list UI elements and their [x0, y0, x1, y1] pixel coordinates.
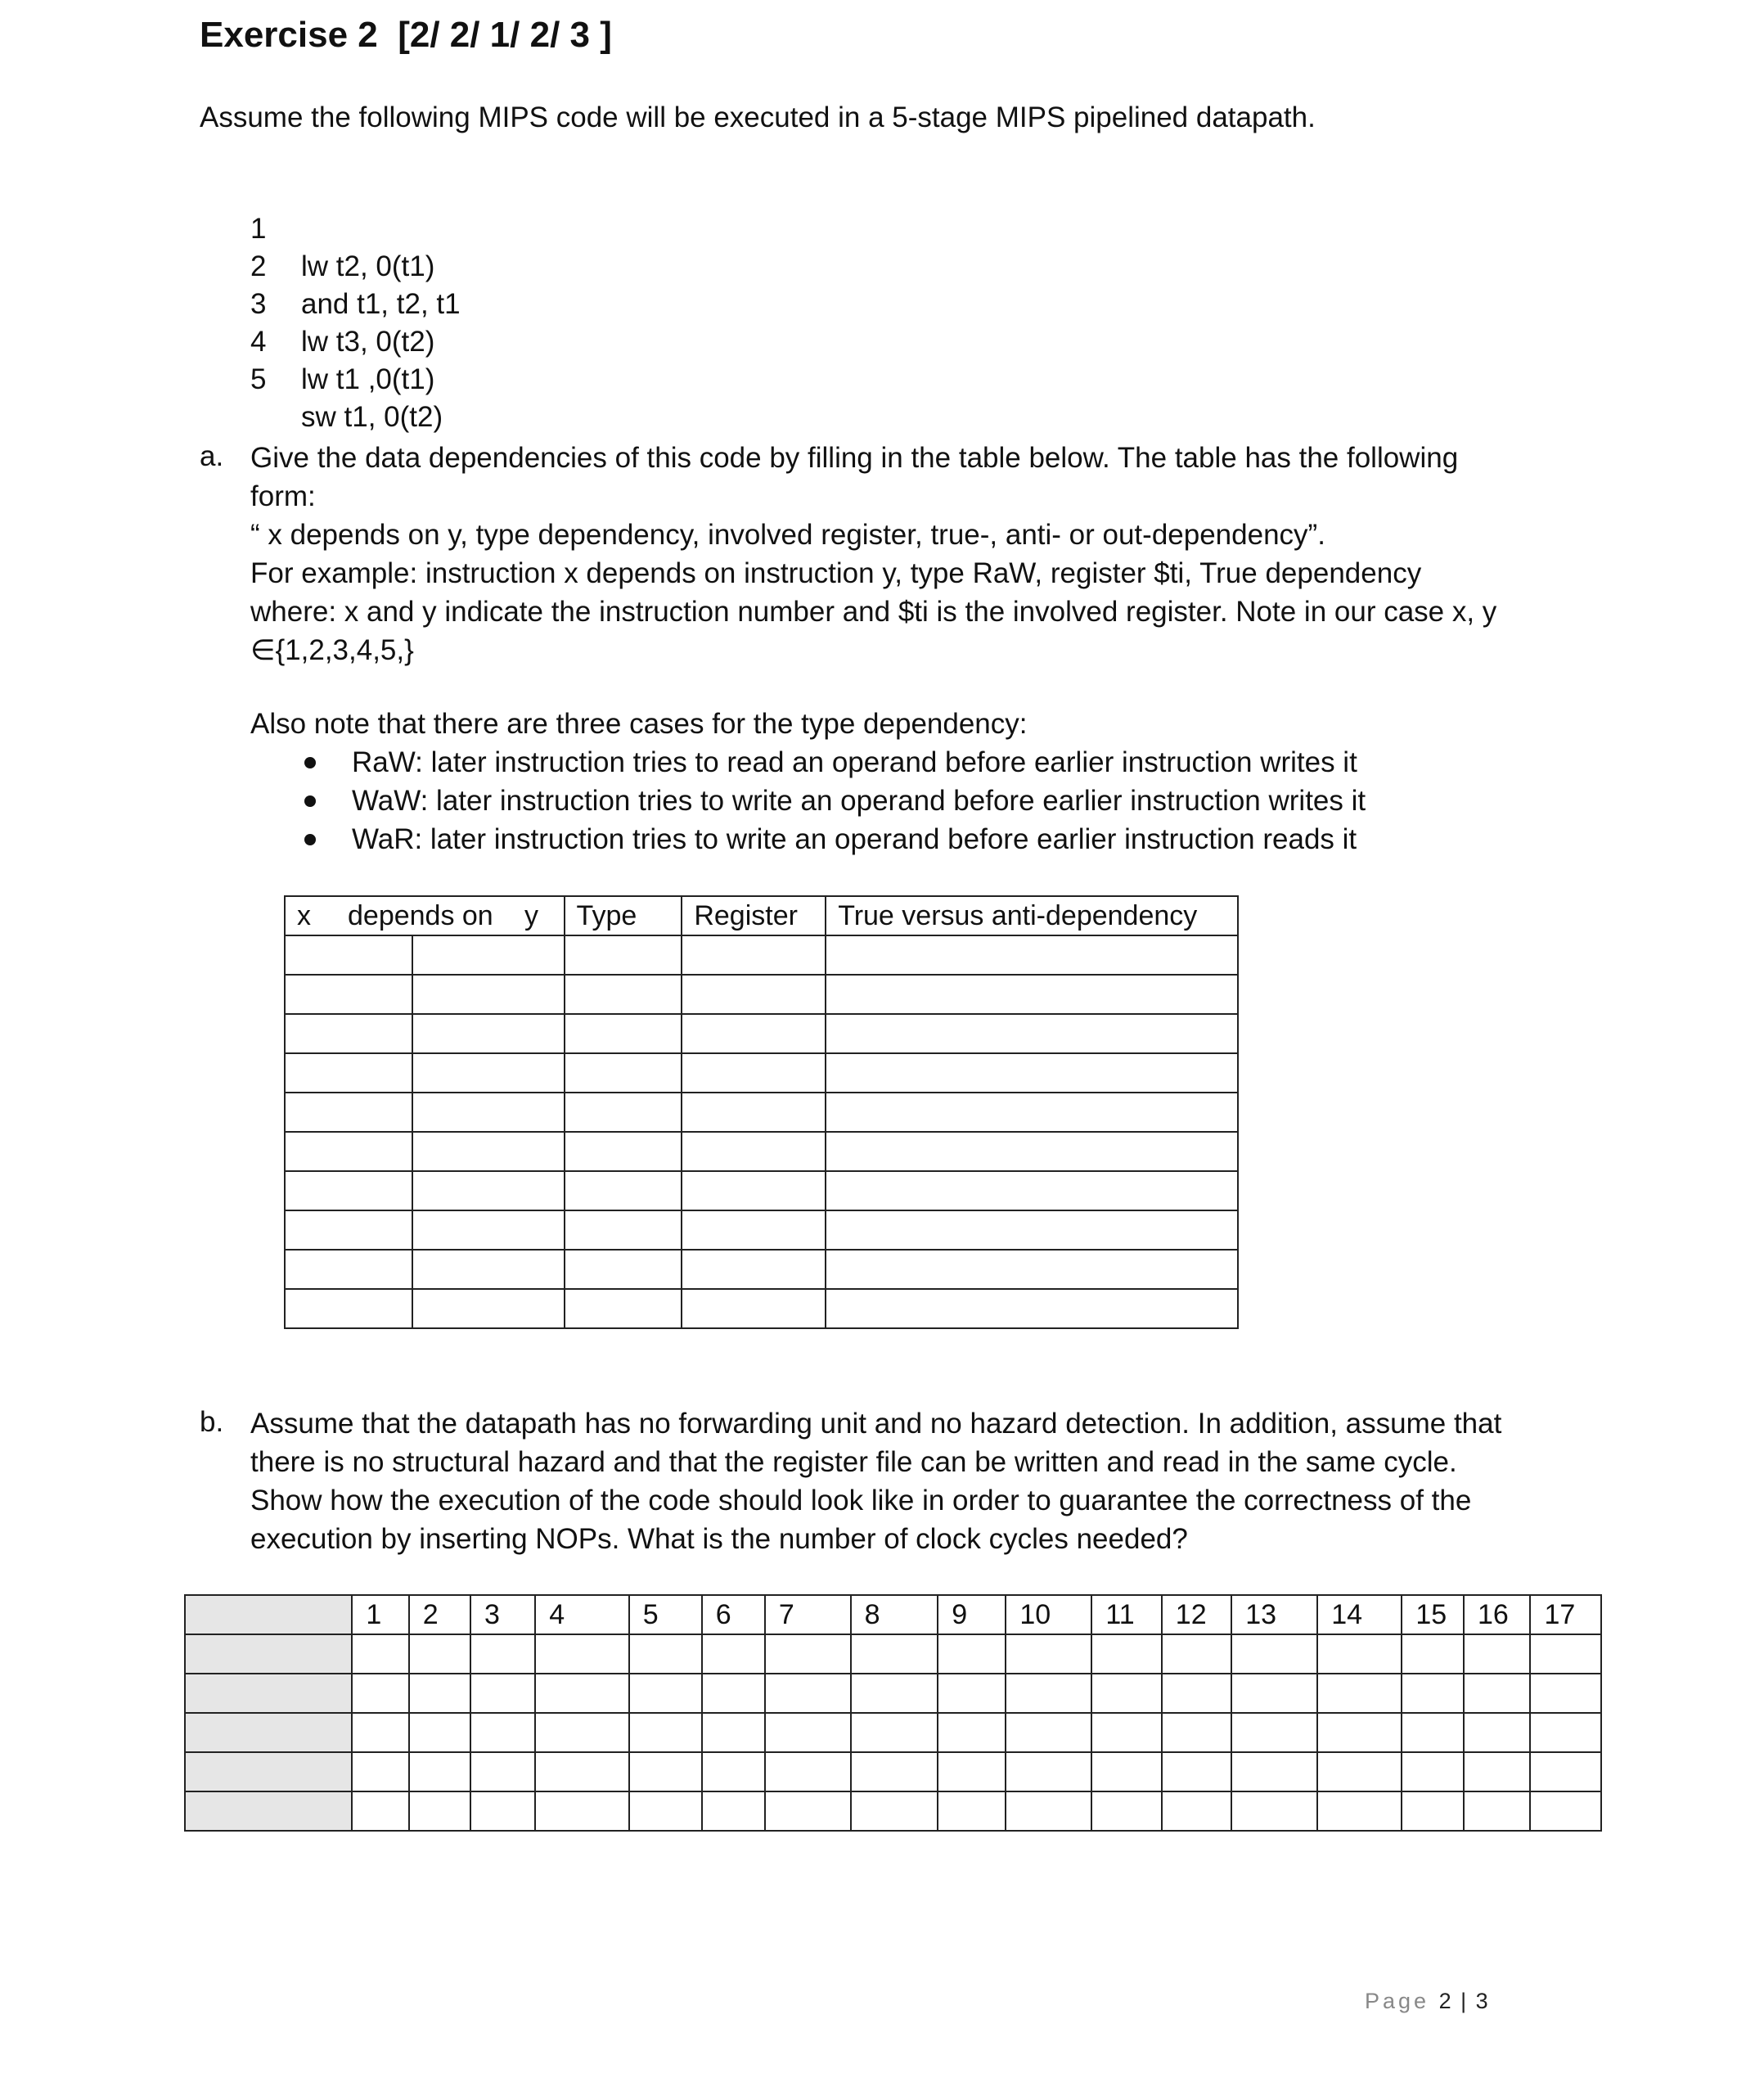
code-listing [250, 173, 741, 433]
stage-cell[interactable] [765, 1674, 851, 1713]
table-row [285, 1171, 1238, 1210]
header-register: Register [682, 896, 826, 935]
table-row [285, 1053, 1238, 1093]
stage-cell[interactable] [851, 1674, 938, 1713]
instruction: lw t1 ,0(t1) [301, 363, 435, 395]
page-footer [1365, 1989, 1490, 2014]
stage-cell[interactable] [1402, 1752, 1464, 1791]
cell-x[interactable] [285, 1210, 412, 1250]
header-y: y [524, 899, 538, 931]
cell-register[interactable] [682, 935, 826, 975]
instruction: lw t2, 0(t1) [301, 250, 435, 282]
stage-cell[interactable] [702, 1752, 765, 1791]
cell-y[interactable] [412, 1132, 565, 1171]
stage-cell[interactable] [1162, 1791, 1231, 1831]
stage-cell[interactable] [535, 1791, 629, 1831]
cell-dependency[interactable] [826, 1132, 1238, 1171]
line-number: 2 [250, 250, 267, 282]
bullet-waw: WaW: later instruction tries to write an operand before earlier instruction writes it [352, 785, 1366, 817]
cell-register[interactable] [682, 1289, 826, 1328]
table-row [285, 1250, 1238, 1289]
dependency-header-row [285, 896, 1238, 935]
cycle-number: 8 [851, 1595, 938, 1634]
stage-cell[interactable] [938, 1713, 1006, 1752]
stage-cell[interactable] [851, 1791, 938, 1831]
stage-cell[interactable] [1006, 1713, 1091, 1752]
instruction: lw t3, 0(t2) [301, 326, 435, 358]
cycle-number: 4 [535, 1595, 629, 1634]
question-line: there is no structural hazard and that the register file can be written and read in the same cycle. [250, 1446, 1457, 1478]
cycle-number: 16 [1464, 1595, 1531, 1634]
stage-cell[interactable] [1091, 1752, 1161, 1791]
cell-type[interactable] [565, 975, 682, 1014]
stage-cell[interactable] [1464, 1791, 1531, 1831]
stage-cell[interactable] [1530, 1791, 1601, 1831]
stage-cell[interactable] [470, 1634, 535, 1674]
stage-cell[interactable] [851, 1713, 938, 1752]
cell-dependency[interactable] [826, 1053, 1238, 1093]
header-x: x [297, 899, 311, 931]
question-line: Show how the execution of the code should look like in order to guarantee the correctness of the [250, 1485, 1472, 1516]
line-number: 1 [250, 213, 267, 245]
question-line: For example: instruction x depends on instruction y, type RaW, register $ti, True dependency [250, 557, 1422, 589]
stage-cell[interactable] [765, 1752, 851, 1791]
stage-cell[interactable] [765, 1634, 851, 1674]
cell-x[interactable] [285, 1132, 412, 1171]
stage-cell[interactable] [1317, 1713, 1402, 1752]
cell-x[interactable] [285, 1014, 412, 1053]
cell-type[interactable] [565, 1053, 682, 1093]
cell-register[interactable] [682, 1171, 826, 1210]
stage-cell[interactable] [629, 1634, 702, 1674]
stage-cell[interactable] [1091, 1674, 1161, 1713]
stage-cell[interactable] [1231, 1634, 1317, 1674]
stage-cell[interactable] [352, 1752, 408, 1791]
stage-cell[interactable] [1402, 1634, 1464, 1674]
line-number: 4 [250, 326, 267, 358]
stage-cell[interactable] [409, 1791, 470, 1831]
stage-cell[interactable] [629, 1791, 702, 1831]
cell-x[interactable] [285, 1289, 412, 1328]
table-row [185, 1791, 1601, 1831]
cell-register[interactable] [682, 1053, 826, 1093]
line-number: 5 [250, 363, 267, 395]
table-row [285, 1014, 1238, 1053]
question-line: where: x and y indicate the instruction number and $ti is the involved register. Note in our case x, y [250, 596, 1497, 628]
cell-dependency[interactable] [826, 1289, 1238, 1328]
table-row [185, 1713, 1601, 1752]
cell-register[interactable] [682, 1014, 826, 1053]
instruction: and t1, t2, t1 [301, 288, 461, 320]
exercise-title: Exercise 2 [2/ 2/ 1/ 2/ 3 ] [200, 15, 612, 55]
stage-cell[interactable] [1530, 1713, 1601, 1752]
cell-type[interactable] [565, 1014, 682, 1053]
question-line: Assume that the datapath has no forwarding unit and no hazard detection. In addition, assume that [250, 1408, 1502, 1440]
cell-y[interactable] [412, 975, 565, 1014]
question-line: form: [250, 480, 316, 512]
stage-cell[interactable] [938, 1752, 1006, 1791]
stage-cell[interactable] [470, 1791, 535, 1831]
stage-cell[interactable] [1231, 1713, 1317, 1752]
stage-cell[interactable] [470, 1674, 535, 1713]
stage-cell[interactable] [409, 1713, 470, 1752]
cell-y[interactable] [412, 935, 565, 975]
stage-cell[interactable] [1530, 1752, 1601, 1791]
cell-y[interactable] [412, 1171, 565, 1210]
cell-x[interactable] [285, 975, 412, 1014]
stage-cell[interactable] [1402, 1674, 1464, 1713]
stage-cell[interactable] [1402, 1713, 1464, 1752]
part-b-label: b. [200, 1406, 224, 1438]
bullet-dot [304, 795, 316, 807]
stage-cell[interactable] [765, 1791, 851, 1831]
stage-cell[interactable] [938, 1634, 1006, 1674]
stage-cell[interactable] [470, 1752, 535, 1791]
stage-cell[interactable] [938, 1791, 1006, 1831]
header-dependency: True versus anti-dependency [826, 896, 1238, 935]
part-a-question [250, 439, 1496, 669]
cycle-number: 11 [1091, 1595, 1161, 1634]
cycle-number: 5 [629, 1595, 702, 1634]
stage-cell[interactable] [1317, 1752, 1402, 1791]
cell-register[interactable] [682, 975, 826, 1014]
stage-cell[interactable] [1162, 1674, 1231, 1713]
table-row [285, 975, 1238, 1014]
stage-cell[interactable] [1231, 1674, 1317, 1713]
stage-cell[interactable] [1006, 1634, 1091, 1674]
cycle-number: 1 [352, 1595, 408, 1634]
stage-cell[interactable] [1162, 1752, 1231, 1791]
stage-cell[interactable] [1464, 1752, 1531, 1791]
cell-y[interactable] [412, 1093, 565, 1132]
stage-cell[interactable] [938, 1674, 1006, 1713]
cycle-number: 14 [1317, 1595, 1402, 1634]
stage-cell[interactable] [470, 1713, 535, 1752]
stage-cell[interactable] [352, 1791, 408, 1831]
type-note: Also note that there are three cases for the type dependency: [250, 708, 1028, 740]
cell-type[interactable] [565, 1093, 682, 1132]
instruction-label-cell[interactable] [185, 1634, 352, 1674]
stage-cell[interactable] [1317, 1674, 1402, 1713]
cell-dependency[interactable] [826, 1093, 1238, 1132]
instruction: sw t1, 0(t2) [301, 401, 443, 433]
stage-cell[interactable] [352, 1713, 408, 1752]
cell-register[interactable] [682, 1093, 826, 1132]
cycle-number: 13 [1231, 1595, 1317, 1634]
cell-dependency[interactable] [826, 1014, 1238, 1053]
stage-cell[interactable] [1006, 1752, 1091, 1791]
cell-x[interactable] [285, 935, 412, 975]
stage-cell[interactable] [1317, 1634, 1402, 1674]
cell-x[interactable] [285, 1093, 412, 1132]
cell-dependency[interactable] [826, 1250, 1238, 1289]
stage-cell[interactable] [1006, 1791, 1091, 1831]
cycle-number: 6 [702, 1595, 765, 1634]
stage-cell[interactable] [1464, 1674, 1531, 1713]
cycle-number: 12 [1162, 1595, 1231, 1634]
cell-type[interactable] [565, 935, 682, 975]
cell-dependency[interactable] [826, 1171, 1238, 1210]
stage-cell[interactable] [765, 1713, 851, 1752]
cell-type[interactable] [565, 1171, 682, 1210]
cycle-number: 7 [765, 1595, 851, 1634]
cell-dependency[interactable] [826, 935, 1238, 975]
cell-type[interactable] [565, 1132, 682, 1171]
stage-cell[interactable] [629, 1752, 702, 1791]
table-row [185, 1752, 1601, 1791]
table-row [285, 1132, 1238, 1171]
line-number: 3 [250, 288, 267, 320]
stage-cell[interactable] [535, 1634, 629, 1674]
part-a-label: a. [200, 440, 224, 472]
cycle-number: 2 [409, 1595, 470, 1634]
cell-type[interactable] [565, 1250, 682, 1289]
cycle-header-row [185, 1595, 1601, 1634]
table-row [185, 1674, 1601, 1713]
stage-cell[interactable] [629, 1713, 702, 1752]
stage-cell[interactable] [1231, 1791, 1317, 1831]
stage-cell[interactable] [702, 1674, 765, 1713]
table-row [285, 1093, 1238, 1132]
instruction-label-cell[interactable] [185, 1791, 352, 1831]
stage-cell[interactable] [1231, 1752, 1317, 1791]
cell-x[interactable] [285, 1053, 412, 1093]
stage-cell[interactable] [1091, 1791, 1161, 1831]
cell-y[interactable] [412, 1210, 565, 1250]
cell-dependency[interactable] [826, 975, 1238, 1014]
stage-cell[interactable] [535, 1713, 629, 1752]
stage-cell[interactable] [1091, 1634, 1161, 1674]
stage-cell[interactable] [1402, 1791, 1464, 1831]
stage-cell[interactable] [629, 1674, 702, 1713]
stage-cell[interactable] [702, 1791, 765, 1831]
cell-y[interactable] [412, 1053, 565, 1093]
stage-cell[interactable] [409, 1634, 470, 1674]
part-b-question [250, 1404, 1501, 1558]
cell-register[interactable] [682, 1210, 826, 1250]
bullet-raw: RaW: later instruction tries to read an operand before earlier instruction writes it [352, 746, 1357, 778]
cycle-number: 3 [470, 1595, 535, 1634]
stage-cell[interactable] [1530, 1634, 1601, 1674]
pipeline-cycle-table [184, 1594, 1602, 1832]
cell-y[interactable] [412, 1014, 565, 1053]
bullet-dot [304, 834, 316, 845]
cell-y[interactable] [412, 1289, 565, 1328]
stage-cell[interactable] [352, 1634, 408, 1674]
cell-y[interactable] [412, 1250, 565, 1289]
cell-type[interactable] [565, 1210, 682, 1250]
question-line: Give the data dependencies of this code by filling in the table below. The table has the following [250, 442, 1459, 474]
cycle-number: 17 [1530, 1595, 1601, 1634]
stage-cell[interactable] [1464, 1713, 1531, 1752]
header-depends-on: depends on [348, 899, 493, 931]
question-line: ∈{1,2,3,4,5,} [250, 634, 414, 666]
table-row [285, 1289, 1238, 1328]
corner-cell [185, 1595, 352, 1634]
stage-cell[interactable] [1317, 1791, 1402, 1831]
cell-x[interactable] [285, 1171, 412, 1210]
cell-x[interactable] [285, 1250, 412, 1289]
table-row [285, 935, 1238, 975]
instruction-label-cell[interactable] [185, 1752, 352, 1791]
cycle-number: 15 [1402, 1595, 1464, 1634]
stage-cell[interactable] [535, 1752, 629, 1791]
question-line: “ x depends on y, type dependency, involved register, true-, anti- or out-dependency”. [250, 519, 1325, 551]
cycle-number: 10 [1006, 1595, 1091, 1634]
cell-register[interactable] [682, 1250, 826, 1289]
stage-cell[interactable] [851, 1752, 938, 1791]
stage-cell[interactable] [702, 1634, 765, 1674]
stage-cell[interactable] [1162, 1713, 1231, 1752]
stage-cell[interactable] [1006, 1674, 1091, 1713]
stage-cell[interactable] [1464, 1634, 1531, 1674]
stage-cell[interactable] [409, 1752, 470, 1791]
table-row [185, 1634, 1601, 1674]
bullet-dot [304, 757, 316, 768]
stage-cell[interactable] [352, 1674, 408, 1713]
stage-cell[interactable] [409, 1674, 470, 1713]
question-line: execution by inserting NOPs. What is the number of clock cycles needed? [250, 1523, 1188, 1555]
page-number: 2 | 3 [1438, 1989, 1490, 2013]
intro-text: Assume the following MIPS code will be executed in a 5-stage MIPS pipelined datapath. [200, 101, 1316, 133]
cell-dependency[interactable] [826, 1210, 1238, 1250]
cell-type[interactable] [565, 1289, 682, 1328]
dependency-table [284, 895, 1239, 1329]
stage-cell[interactable] [1091, 1713, 1161, 1752]
header-x-depends-on-y [285, 896, 565, 935]
cycle-number: 9 [938, 1595, 1006, 1634]
instruction-label-cell[interactable] [185, 1713, 352, 1752]
stage-cell[interactable] [851, 1634, 938, 1674]
header-type: Type [565, 896, 682, 935]
cell-register[interactable] [682, 1132, 826, 1171]
page-word: Page [1365, 1989, 1430, 2013]
stage-cell[interactable] [535, 1674, 629, 1713]
bullet-war: WaR: later instruction tries to write an operand before earlier instruction reads it [352, 823, 1357, 855]
table-row [285, 1210, 1238, 1250]
stage-cell[interactable] [702, 1713, 765, 1752]
stage-cell[interactable] [1162, 1634, 1231, 1674]
stage-cell[interactable] [1530, 1674, 1601, 1713]
instruction-label-cell[interactable] [185, 1674, 352, 1713]
